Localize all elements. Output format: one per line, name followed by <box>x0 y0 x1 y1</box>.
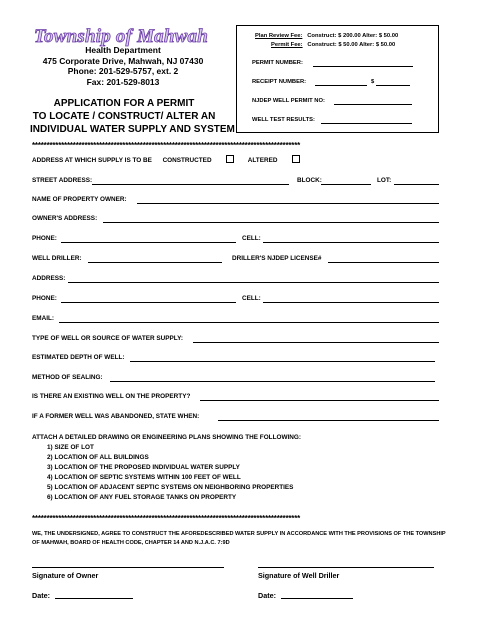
email-field[interactable] <box>59 322 439 323</box>
driller-phone-field[interactable] <box>61 302 236 303</box>
altered-label: ALTERED <box>247 157 278 164</box>
declaration <box>32 530 446 548</box>
permit-fee-label: Permit Fee: <box>271 42 303 48</box>
block-label: BLOCK: <box>297 177 322 184</box>
department-info <box>34 45 212 87</box>
lot-label: LOT: <box>377 177 392 184</box>
owner-address-label: OWNER'S ADDRESS: <box>32 215 98 222</box>
list-item: 1) SIZE OF LOT <box>47 444 94 451</box>
supply-address-row <box>32 155 300 164</box>
list-item: 4) LOCATION OF SEPTIC SYSTEMS WITHIN 100 FEET OF WELL <box>47 474 241 481</box>
receipt-amount-field[interactable] <box>376 85 410 86</box>
driller-address-label: ADDRESS: <box>32 275 66 282</box>
well-test-field[interactable] <box>321 123 412 124</box>
depth-label: ESTIMATED DEPTH OF WELL: <box>32 354 125 361</box>
driller-cell-label: CELL: <box>242 295 261 302</box>
owner-address-field[interactable] <box>103 222 439 223</box>
township-title: Township of Mahwah <box>34 26 208 47</box>
department-phone: Phone: 201-529-5757, ext. 2 <box>67 66 179 76</box>
well-driller-label: WELL DRILLER: <box>32 255 82 262</box>
receipt-number-label: RECEIPT NUMBER: <box>252 79 307 85</box>
sealing-label: METHOD OF SEALING: <box>32 374 103 381</box>
list-item: 3) LOCATION OF THE PROPOSED INDIVIDUAL WATER SUPPLY <box>47 464 240 471</box>
former-well-label: IF A FORMER WELL WAS ABANDONED, STATE WHEN: <box>32 413 200 420</box>
phone-field[interactable] <box>61 242 236 243</box>
depth-field[interactable] <box>130 361 435 362</box>
receipt-number-field[interactable] <box>315 85 367 86</box>
street-address-field[interactable] <box>92 184 289 185</box>
permit-fee <box>271 42 395 48</box>
attach-list <box>47 443 293 503</box>
owner-date-label: Date: <box>32 591 50 600</box>
list-item: 2) LOCATION OF ALL BUILDINGS <box>47 454 149 461</box>
driller-cell-field[interactable] <box>263 302 439 303</box>
supply-address-label: ADDRESS AT WHICH SUPPLY IS TO BE <box>32 157 152 164</box>
declaration-line-2: OF MAHWAH, BOARD OF HEALTH CODE, CHAPTER 14 AND N.J.A.C. 7:9D <box>32 540 230 546</box>
plan-review-fee <box>255 33 398 39</box>
driller-date-label: Date: <box>258 591 276 600</box>
driller-address-field[interactable] <box>68 282 439 283</box>
owner-signature-field[interactable] <box>32 567 224 568</box>
constructed-label: CONSTRUCTED <box>162 157 212 164</box>
existing-well-label: IS THERE AN EXISTING WELL ON THE PROPERTY? <box>32 393 191 400</box>
block-field[interactable] <box>321 184 371 185</box>
department-fax: Fax: 201-529-8013 <box>86 76 160 87</box>
application-title <box>30 97 235 136</box>
list-item: 6) LOCATION OF ANY FUEL STORAGE TANKS ON PROPERTY <box>47 494 237 501</box>
existing-well-field[interactable] <box>200 400 439 401</box>
driller-signature-label: Signature of Well Driller <box>258 571 340 580</box>
driller-signature-field[interactable] <box>258 567 434 568</box>
well-test-label: WELL TEST RESULTS: <box>252 117 315 123</box>
njdep-permit-label: NJDEP WELL PERMIT NO: <box>252 98 325 104</box>
list-item: 5) LOCATION OF ADJACENT SEPTIC SYSTEMS ON NEIGHBORING PROPERTIES <box>47 484 294 491</box>
owner-signature-label: Signature of Owner <box>32 571 99 580</box>
app-title-line-2: TO LOCATE / CONSTRUCT/ ALTER AN <box>32 111 216 122</box>
permit-fee-values: Construct: $ 50.00 Alter: $ 50.00 <box>307 42 396 48</box>
permit-number-field[interactable] <box>313 66 413 67</box>
type-well-field[interactable] <box>193 342 439 343</box>
njdep-permit-field[interactable] <box>334 104 412 105</box>
separator-stars-top: ******************************************************************************************** <box>32 141 301 150</box>
permit-number-label: PERMIT NUMBER: <box>252 60 303 66</box>
driller-phone-label: PHONE: <box>32 295 57 302</box>
cell-label: CELL: <box>242 235 261 242</box>
app-title-line-3: INDIVIDUAL WATER SUPPLY AND SYSTEM <box>30 124 235 135</box>
department-name: Health Department <box>85 45 161 55</box>
owner-name-label: NAME OF PROPERTY OWNER: <box>32 196 127 203</box>
owner-name-field[interactable] <box>137 203 439 204</box>
owner-date-field[interactable] <box>55 598 133 599</box>
driller-license-label: DRILLER'S NJDEP LICENSE# <box>232 255 322 262</box>
street-address-label: STREET ADDRESS: <box>32 177 93 184</box>
sealing-field[interactable] <box>110 381 435 382</box>
email-label: EMAIL: <box>32 315 55 322</box>
well-driller-field[interactable] <box>88 262 222 263</box>
separator-stars-bottom: ******************************************************************************************** <box>32 514 301 523</box>
driller-license-field[interactable] <box>328 262 439 263</box>
attach-heading: ATTACH A DETAILED DRAWING OR ENGINEERING PLANS SHOWING THE FOLLOWING: <box>32 434 301 441</box>
phone-label: PHONE: <box>32 235 57 242</box>
constructed-checkbox[interactable] <box>226 155 234 163</box>
former-well-field[interactable] <box>218 420 439 421</box>
plan-review-values: Construct: $ 200.00 Alter: $ 50.00 <box>307 33 399 39</box>
receipt-dollar: $ <box>371 79 375 85</box>
plan-review-label: Plan Review Fee: <box>255 33 303 39</box>
lot-field[interactable] <box>394 184 439 185</box>
app-title-line-1: APPLICATION FOR A PERMIT <box>53 98 195 109</box>
driller-date-field[interactable] <box>281 598 353 599</box>
department-address: 475 Corporate Drive, Mahwah, NJ 07430 <box>42 55 204 66</box>
altered-checkbox[interactable] <box>292 155 300 163</box>
declaration-line-1: WE, THE UNDERSIGNED, AGREE TO CONSTRUCT THE AFOREDESCRIBED WATER SUPPLY IN ACCORDANCE WITH THE PROVISIONS OF THE TOWNSHIP <box>32 531 446 537</box>
cell-field[interactable] <box>263 242 439 243</box>
type-well-label: TYPE OF WELL OR SOURCE OF WATER SUPPLY: <box>32 335 184 342</box>
